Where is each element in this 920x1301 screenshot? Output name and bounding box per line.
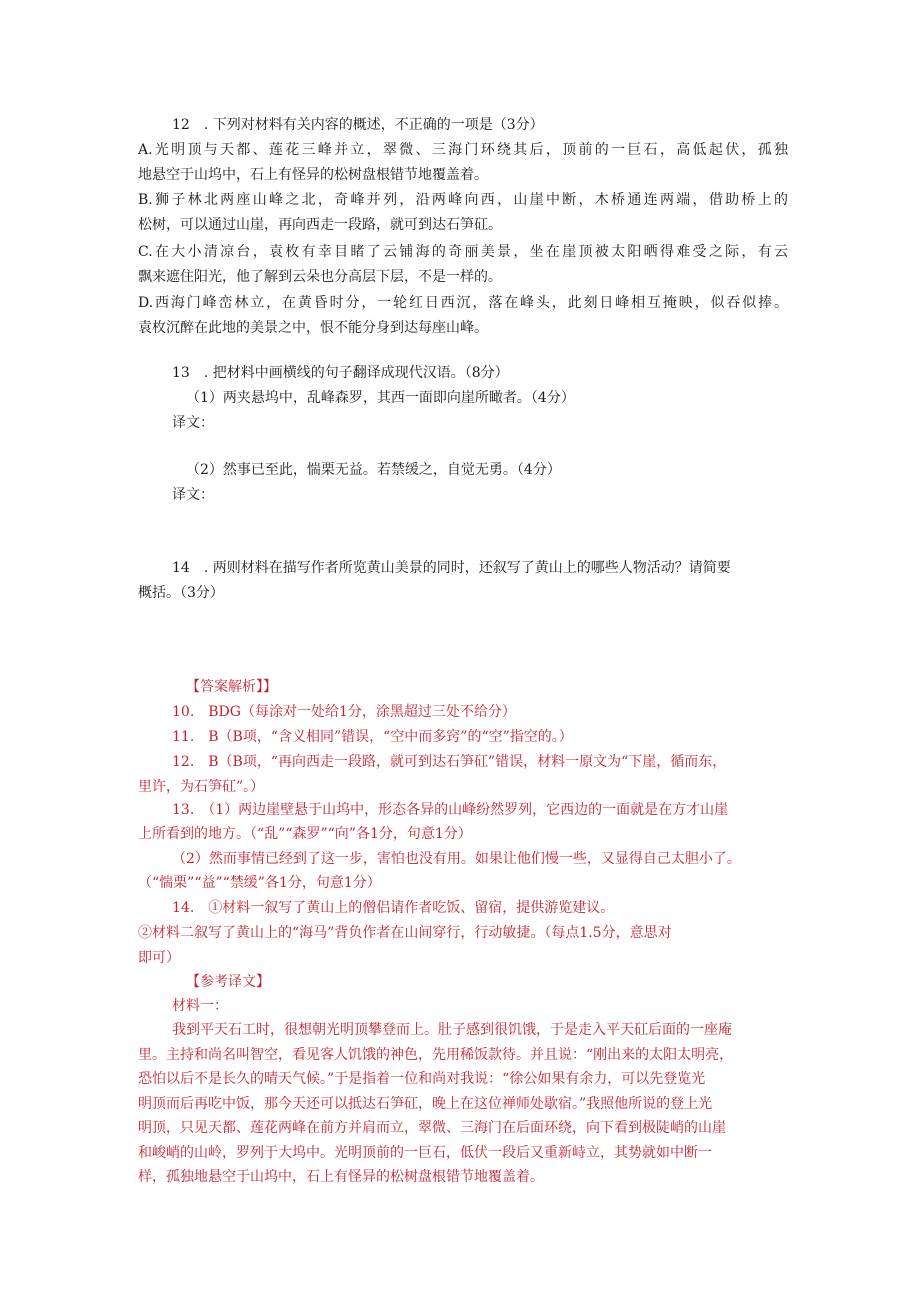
answer-13-line3: （2）然而事情已经到了这一步，害怕也没有用。如果让他们慢一些，又显得自己太胆小了。 xyxy=(172,851,741,867)
answer-13-line4: （“惴栗”“益”“禁缓”各1分，句意1分） xyxy=(138,875,381,891)
answer-12-line2: 里许，为石笋矼”。） xyxy=(138,779,265,795)
translation-line3: 恐怕以后不是长久的晴天气候。”于是指着一位和尚对我说：“徐公如果有余力，可以先登览光 xyxy=(138,1071,706,1087)
translation-line2: 里。主持和尚名叫智空，看见客人饥饿的神色，先用稀饭款待。并且说：“刚出来的太阳太明亮， xyxy=(138,1047,734,1063)
translation-line7: 样，孤独地悬空于山坞中，石上有怪异的松树盘根错节地覆盖着。 xyxy=(138,1169,544,1185)
translation-subheader: 材料一： xyxy=(172,998,228,1014)
q14-stem-line1: 14 . 两则材料在描写作者所览黄山美景的同时，还叙写了黄山上的哪些人物活动？请简要 xyxy=(172,560,731,576)
q14-stem-line2: 概括。（3分） xyxy=(138,585,224,601)
q13-sentence-1: （1）两夹悬坞中，乱峰森罗，其西一面即向崖所瞰者。（4分） xyxy=(186,390,575,406)
answer-14-line3: 即可） xyxy=(138,950,180,966)
q12-option-b-line1: B.狮子林北两座山峰之北，奇峰并列，沿两峰向西，山崖中断，木桥通连两端，借助桥上的 xyxy=(138,192,788,208)
q12-option-d-line1: D.西海门峰峦林立，在黄昏时分，一轮红日西沉，落在峰头，此刻日峰相互掩映，似吞似捧。 xyxy=(138,295,788,311)
q13-sentence-2: （2）然事已至此，惴栗无益。若禁缓之，自觉无勇。（4分） xyxy=(186,462,561,478)
translation-line5: 明顶，只见天都、莲花两峰在前方并肩而立，翠微、三海门在后面环绕，向下看到极陡峭的山崖 xyxy=(138,1120,726,1136)
answer-10: 10. BDG（每涂对一处给1分，涂黑超过三处不给分） xyxy=(172,704,516,720)
translation-line1: 我到平天石工时，很想朝光明顶攀登而上。肚子感到很饥饿，于是走入平天矼后面的一座庵 xyxy=(172,1022,732,1038)
q12-option-b-line2: 松树，可以通过山崖，再向西走一段路，就可到达石笋矼。 xyxy=(138,217,502,233)
answer-11: 11. B（B项，“含义相同”错误，“空中而多窍”的“空”指空的。） xyxy=(172,729,573,745)
q12-option-c-line2: 飘来遮住阳光，他了解到云朵也分高层下层，不是一样的。 xyxy=(138,269,502,285)
answer-header: 【答案解析】】 xyxy=(186,679,277,695)
q12-option-c-line1: C.在大小清凉台，袁枚有幸目睹了云铺海的奇丽美景，坐在崖顶被太阳晒得难受之际，有云 xyxy=(138,244,788,260)
q12-stem: 12 . 下列对材料有关内容的概述，不正确的一项是（3分） xyxy=(172,117,544,133)
translation-line6: 和峻峭的山岭，罗列于大坞中。光明顶前的一巨石，低伏一段后又重新峙立，其势就如中断一 xyxy=(138,1145,712,1161)
answer-13-line1: 13. （1）两边崖壁悬于山坞中，形态各异的山峰纷然罗列，它西边的一面就是在方才山崖 xyxy=(172,802,729,818)
q13-translation-label-2: 译文： xyxy=(172,487,214,503)
q12-option-d-line2: 袁枚沉醉在此地的美景之中，恨不能分身到达每座山峰。 xyxy=(138,320,488,336)
q13-stem: 13 . 把材料中画横线的句子翻译成现代汉语。（8分） xyxy=(172,365,509,381)
answer-12-line1: 12. B（B项，“再向西走一段路，就可到达石笋矼”错误，材料一原文为“下崖，循而东， xyxy=(172,754,727,770)
translation-header: 【参考译文】 xyxy=(186,974,270,990)
answer-13-line2: 上所看到的地方。（“乱”“森罗”“向”各1分，句意1分） xyxy=(138,826,472,842)
q13-translation-label-1: 译文： xyxy=(172,415,214,431)
translation-line4: 明顶而后再吃中饭，那今天还可以抵达石笋矼，晚上在这位禅师处歇宿。”我照他所说的登上光 xyxy=(138,1096,713,1112)
q12-option-a-line1: A.光明顶与天都、莲花三峰并立，翠微、三海门环绕其后，顶前的一巨石，高低起伏，孤独 xyxy=(138,142,788,158)
q12-option-a-line2: 地悬空于山坞中，石上有怪异的松树盘根错节地覆盖着。 xyxy=(138,167,488,183)
answer-14-line1: 14. ①材料一叙写了黄山上的僧侣请作者吃饭、留宿，提供游览建议。 xyxy=(172,900,615,916)
answer-14-line2: ②材料二叙写了黄山上的“海马”背负作者在山间穿行，行动敏捷。（每点1.5分，意思对 xyxy=(138,925,672,941)
